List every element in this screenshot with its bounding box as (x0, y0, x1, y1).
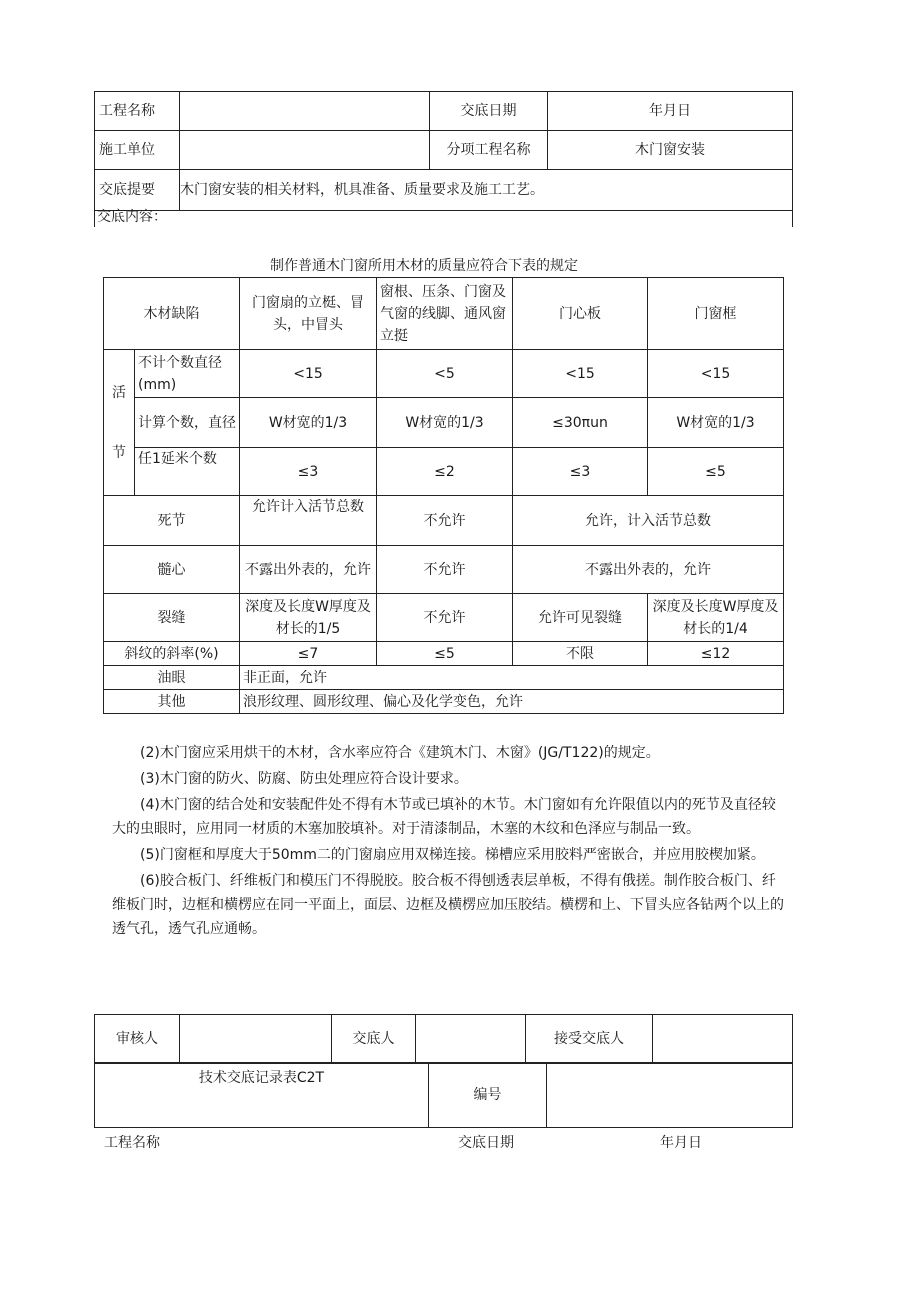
cell: 不露出外表的，允许 (513, 546, 784, 594)
cell: ≤12 (648, 642, 784, 666)
record-table (94, 1062, 793, 1128)
number-value[interactable] (547, 1063, 793, 1128)
paragraph: (5)门窗框和厚度大于50mm二的门窗扇应用双梯连接。梯槽应采用胶料严密嵌合，并应用胶楔加紧。 (140, 847, 765, 863)
cell: W材宽的1/3 (648, 398, 784, 448)
cell: W材宽的1/3 (240, 398, 377, 448)
cell: 不露出外表的，允许 (240, 546, 377, 594)
receiver-value[interactable] (653, 1015, 793, 1064)
discloser-value[interactable] (416, 1015, 526, 1064)
body-text (112, 741, 788, 941)
cell: ≤5 (648, 448, 784, 496)
sign-table (94, 1014, 793, 1064)
date-label: 交底日期 (430, 92, 548, 131)
live-knot-label: 活 节 (104, 350, 135, 496)
cell: 不允许 (377, 496, 513, 546)
cell: ≤5 (377, 642, 513, 666)
sub-project-label: 分项工程名称 (430, 131, 548, 170)
content-box (94, 209, 793, 227)
cell: <15 (513, 350, 648, 398)
cell: 深度及长度W厚度及材长的1/5 (240, 594, 377, 642)
unit-value[interactable] (180, 131, 430, 170)
row-crack-label: 裂缝 (104, 594, 240, 642)
cell: ≤3 (240, 448, 377, 496)
row-counted-label: 计算个数，直径 (135, 398, 240, 448)
cell: 浪形纹理、圆形纹理、偏心及化学变色，允许 (240, 690, 784, 714)
reviewer-label: 审核人 (95, 1015, 180, 1064)
summary-value[interactable]: 木门窗安装的相关材料，机具准备、质量要求及施工工艺。 (180, 170, 793, 211)
row-per-meter-label: 任1延米个数 (135, 448, 240, 496)
cell: ≤2 (377, 448, 513, 496)
discloser-label: 交底人 (332, 1015, 416, 1064)
header-table (94, 91, 793, 211)
number-label: 编号 (429, 1063, 547, 1128)
next-date-value: 年月日 (660, 1135, 702, 1151)
cell: ≤3 (513, 448, 648, 496)
reviewer-value[interactable] (180, 1015, 332, 1064)
paragraph: (3)木门窗的防火、防腐、防虫处理应符合设计要求。 (140, 771, 468, 787)
cell: ≤7 (240, 642, 377, 666)
table-caption: 制作普通木门窗所用木材的质量应符合下表的规定 (270, 258, 578, 274)
paragraph: (4)木门窗的结合处和安装配件处不得有木节或已填补的木节。木门窗如有允许限值以内的死节及直径较大的虫眼时，应用同一材质的木塞加胶填补。对于清漆制品，木塞的木纹和色泽应与制品一致。 (112, 797, 776, 837)
project-name-value[interactable] (180, 92, 430, 131)
project-name-label: 工程名称 (95, 92, 180, 131)
cell: <15 (648, 350, 784, 398)
col-sash: 门窗扇的立梃、冒头，中冒头 (240, 278, 377, 350)
quality-table (103, 277, 784, 714)
cell: ≤30πun (513, 398, 648, 448)
cell: 不允许 (377, 594, 513, 642)
row-slope-label: 斜纹的斜率(%) (104, 642, 240, 666)
next-project-name-label: 工程名称 (104, 1135, 160, 1151)
col-panel: 门心板 (513, 278, 648, 350)
row-uncounted-label: 不计个数直径(mm) (135, 350, 240, 398)
cell: <5 (377, 350, 513, 398)
receiver-label: 接受交底人 (526, 1015, 653, 1064)
record-title: 技术交底记录表C2T (95, 1063, 429, 1128)
row-dead-knot-label: 死节 (104, 496, 240, 546)
paragraph: (6)胶合板门、纤维板门和模压门不得脱胶。胶合板不得刨透表层单板，不得有俄搓。制作胶合板门、纤维板门时，边框和横楞应在同一平面上，面层、边框及横楞应加压胶结。横楞和上、下冒头应各钻两个以上的透气孔，透气孔应通畅。 (112, 873, 784, 937)
cell: 允许计入活节总数 (240, 496, 377, 546)
cell: W材宽的1/3 (377, 398, 513, 448)
paragraph: (2)木门窗应采用烘干的木材，含水率应符合《建筑木门、木窗》(JG/T122)的规定。 (140, 745, 660, 761)
summary-label: 交底提要 (95, 170, 180, 211)
row-oil-label: 油眼 (104, 666, 240, 690)
col-defect: 木材缺陷 (104, 278, 240, 350)
cell: 深度及长度W厚度及材长的1/4 (648, 594, 784, 642)
cell: 允许可见裂缝 (513, 594, 648, 642)
date-value[interactable]: 年月日 (548, 92, 793, 131)
col-frame: 门窗框 (648, 278, 784, 350)
col-trim: 窗根、压条、门窗及气窗的线脚、通风窗立挺 (377, 278, 513, 350)
cell: 允许，计入活节总数 (513, 496, 784, 546)
cell: 不限 (513, 642, 648, 666)
cell: <15 (240, 350, 377, 398)
sub-project-value[interactable]: 木门窗安装 (548, 131, 793, 170)
unit-label: 施工单位 (95, 131, 180, 170)
content-label: 交底内容： (97, 209, 167, 225)
next-date-label: 交底日期 (458, 1135, 514, 1151)
row-pith-label: 髓心 (104, 546, 240, 594)
cell: 不允许 (377, 546, 513, 594)
cell: 非正面，允许 (240, 666, 784, 690)
row-other-label: 其他 (104, 690, 240, 714)
